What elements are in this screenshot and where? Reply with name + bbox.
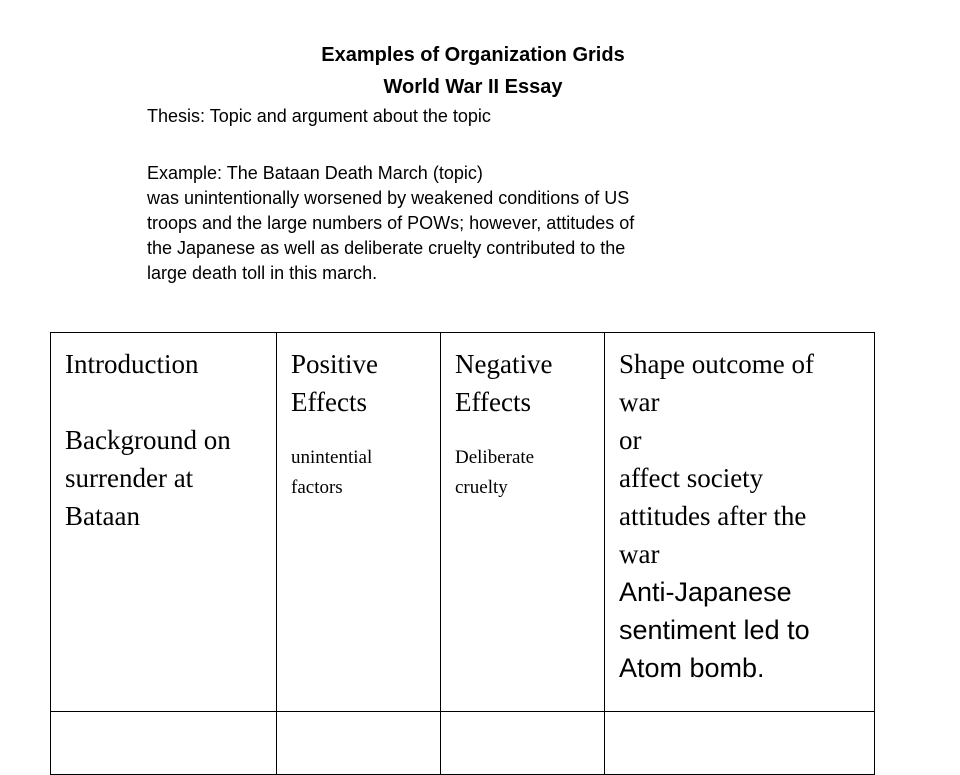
shape-outcome-cell [605, 333, 875, 712]
intro-line: Bataan [65, 501, 140, 531]
shape-line: or [619, 425, 642, 455]
intro-line: Background on [65, 425, 231, 455]
shape-answer-line: sentiment led to [619, 615, 810, 645]
grid-row-empty [51, 712, 875, 775]
negative-note [455, 443, 594, 503]
negative-heading-line: Negative [455, 349, 553, 379]
example-line: Example: The Bataan Death March (topic) [147, 163, 483, 183]
negative-note-line: cruelty [455, 477, 508, 498]
positive-note-line: unintential [291, 447, 373, 468]
page-subtitle: World War II Essay [383, 76, 563, 98]
shape-line: attitudes after the [619, 501, 807, 531]
negative-effects-cell [441, 333, 605, 712]
positive-note [291, 443, 430, 503]
shape-line: war [619, 387, 660, 417]
intro-line: surrender at [65, 463, 194, 493]
organization-grid [50, 332, 875, 775]
positive-effects-cell [277, 333, 441, 712]
shape-line: war [619, 539, 660, 569]
positive-heading-line: Positive [291, 349, 379, 379]
negative-note-line: Deliberate [455, 447, 535, 468]
page-title: Examples of Organization Grids [321, 44, 625, 66]
example-line: was unintentionally worsened by weakened conditions of US [147, 188, 630, 208]
example-line: large death toll in this march. [147, 263, 378, 283]
shape-line: affect society [619, 463, 764, 493]
shape-line: Shape outcome of [619, 349, 814, 379]
empty-cell [277, 712, 441, 775]
negative-heading-line: Effects [455, 387, 531, 417]
thesis-line: Thesis: Topic and argument about the topic [147, 106, 491, 126]
empty-cell [51, 712, 277, 775]
intro-cell [51, 333, 277, 712]
empty-cell [605, 712, 875, 775]
empty-cell [441, 712, 605, 775]
positive-heading-line: Effects [291, 387, 367, 417]
positive-note-line: factors [291, 477, 343, 498]
grid-row [51, 333, 875, 712]
shape-answer-line: Atom bomb. [619, 653, 765, 683]
example-line: troops and the large numbers of POWs; however, attitudes of [147, 213, 635, 233]
example-paragraph [147, 161, 827, 286]
example-line: the Japanese as well as deliberate cruelty contributed to the [147, 238, 626, 258]
intro-heading: Introduction [65, 349, 199, 379]
shape-answer-line: Anti-Japanese [619, 577, 792, 607]
